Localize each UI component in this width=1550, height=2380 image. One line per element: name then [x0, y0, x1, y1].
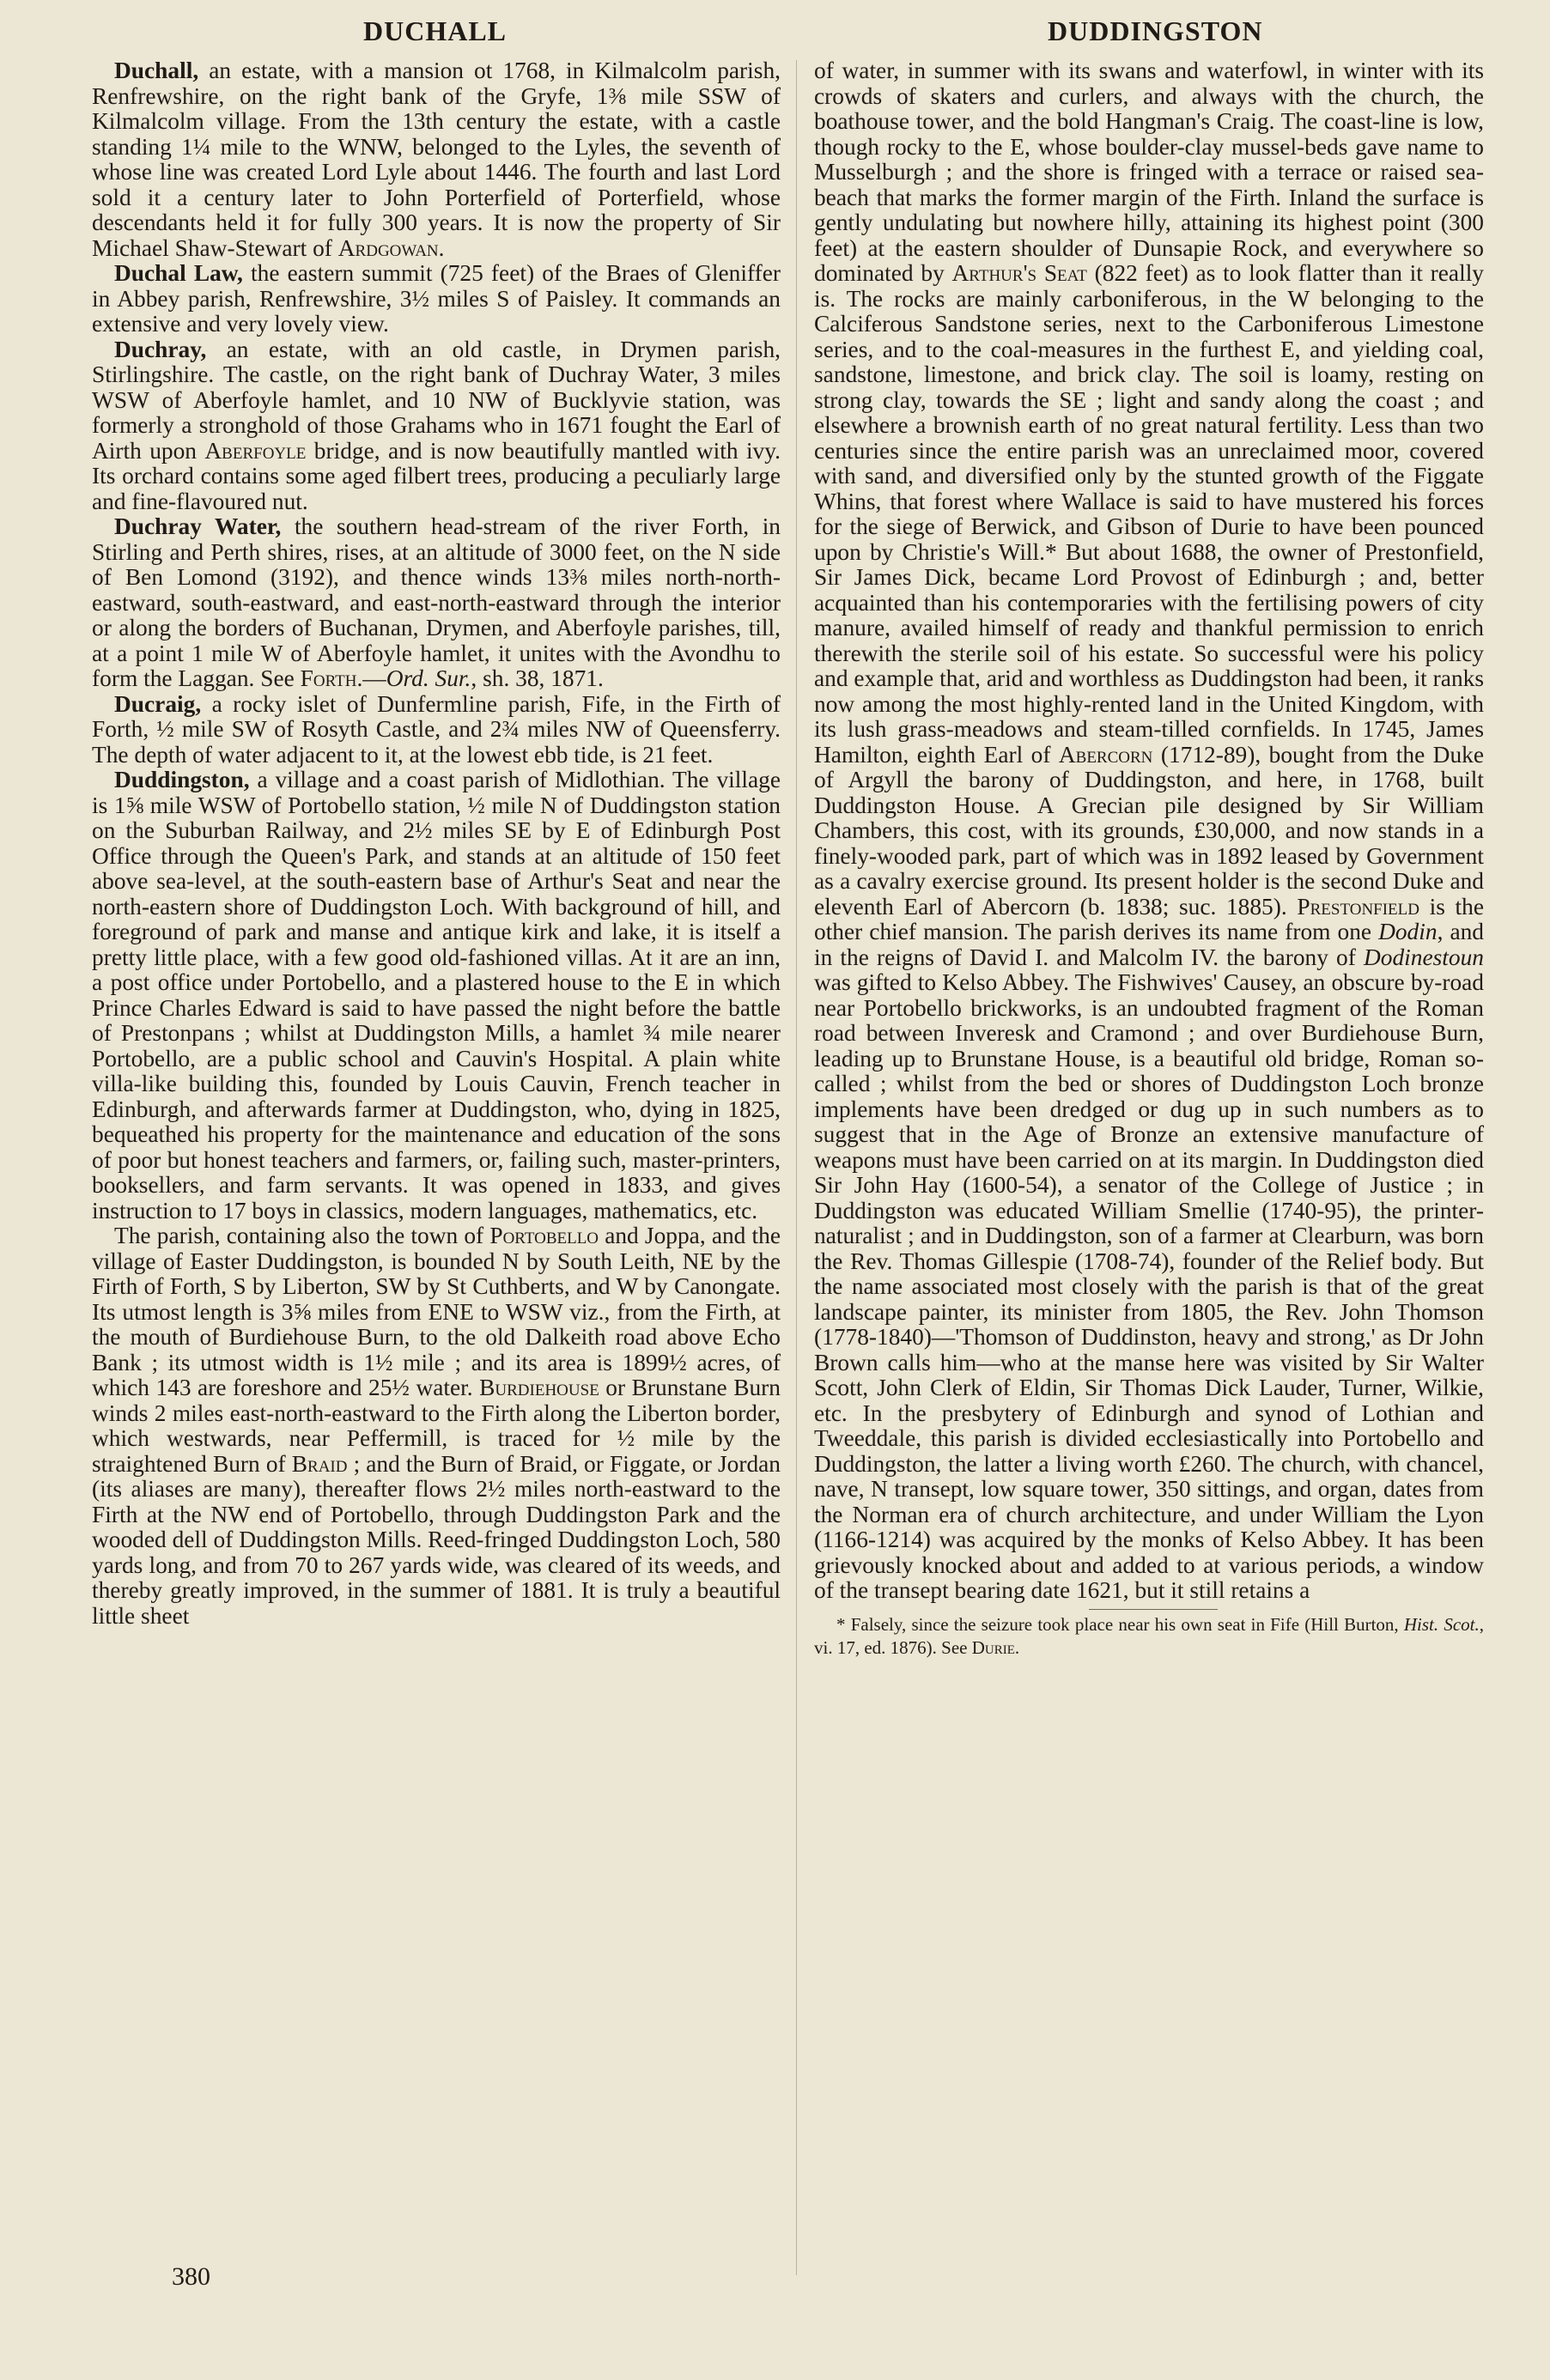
entry-text: an estate, with an old castle, in Drymen parish, Stirlingshire. The castle, on the right bank of Duchray Water, 3 miles WSW of Aberfoyle hamlet, and 10 NW of Bucklyvie station, was formerly a stronghold of those Grahams who in 1671 fought the Earl of Airth upon [92, 336, 781, 464]
cross-reference: Burdiehouse [479, 1375, 599, 1400]
citation: Hist. Scot. [1403, 1613, 1480, 1635]
entry-text: the eastern summit (725 feet) of the Braes of Gleniffer in Abbey parish, Renfrewshire, 3½ miles S of Paisley. It commands an extensive and very lovely view. [92, 260, 781, 337]
footnote [814, 1613, 1484, 1660]
entry-text: an estate, with a mansion ot 1768, in Kilmalcolm parish, Renfrewshire, on the right bank of the Gryfe, 1⅜ mile SSW of Kilmalcolm village. From the 13th century the estate, with a castle standing 1¼ mile to the WNW, belonged to the Lyles, the seventh of whose line was created Lord Lyle about 1446. The fourth and last Lord sold it a century later to John Porterfield of Porterfield, whose descendants held it for fully 300 years. It is now the property of Sir Michael Shaw-Stewart of [92, 58, 781, 261]
right-column [814, 58, 1484, 1660]
entry-text: (822 feet) as to look flatter than it really is. The rocks are mainly carboniferous, in the W belonging to the Calciferous Sandstone series, next to the Carboniferous Limestone series, and to the coal-measures in the furthest E, and yielding coal, sandstone, limestone, and brick clay. The soil is loamy, resting on strong clay, towards the SE ; light and sandy along the coast ; and elsewhere a brownish earth of no great natural fertility. Less than two centuries since the entire parish was an unreclaimed moor, covered with sand, and diversified only by the stunted growth of the Figgate Whins, that forest where Wallace is said to have mustered his forces for the siege of Berwick, and Gibson of Durie to have been pounced upon by Christie's Will.* But about 1688, the owner of Prestonfield, Sir James Dick, became Lord Provost of Edinburgh ; and, better acquainted than his contemporaries with the fertilising powers of city manure, availed himself of ready and thankful permission to enrich therewith the sterile soil of his estate. So successful were his policy and example that, arid and worthless as Duddingston had been, it ranks now among the most highly-rented land in the United Kingdom, with its lush grass-meadows and steam-tilled cornfields. In 1745, James Hamilton, eighth Earl of [814, 260, 1484, 768]
headword: Duchray, [114, 336, 207, 362]
entry-duchal-law [92, 261, 781, 337]
footnote-rule [1089, 1609, 1218, 1610]
footnote-text: * Falsely, since the seizure took place near his own seat in Fife (Hill Burton, [836, 1613, 1404, 1635]
headword: Duddingston, [114, 767, 250, 792]
headword: Duchray Water, [114, 513, 282, 539]
paragraph-parish [92, 1223, 781, 1629]
footnote-text: . [1014, 1636, 1020, 1658]
footnote-text: , vi. 17, ed. 1876). See [814, 1613, 1484, 1658]
entry-ducraig [92, 692, 781, 768]
cross-reference: Prestonfield [1297, 893, 1419, 920]
entry-text: bridge, and is now beautifully mantled with ivy. Its orchard contains some aged filbert trees, producing a peculiarly large and fine-flavoured nut. [92, 437, 781, 514]
cross-reference: Durie [971, 1636, 1015, 1658]
citation: Ord. Sur. [386, 665, 471, 691]
entry-text: .— [356, 665, 386, 691]
entry-text: The parish, containing also the town of [114, 1223, 490, 1248]
entry-text: a rocky islet of Dunfermline parish, Fife, in the Firth of Forth, ½ mile SW of Rosyth Castle, and 2¾ miles NW of Queensferry. The depth of water adjacent to it, at the lowest ebb tide, is 21 feet. [92, 690, 781, 768]
entry-text: a village and a coast parish of Midlothian. The village is 1⅝ mile WSW of Portobello station, ½ mile N of Duddingston station on the Suburban Railway, and 2½ miles SE by E of Edinburgh Post Office through the Queen's Park, and stands at an altitude of 150 feet above sea-level, at the south-eastern base of Arthur's Seat and near the north-eastern shore of Duddingston Loch. With background of hill, and foreground of park and manse and antique kirk and lake, it is itself a pretty little place, with a few good old-fashioned villas. At it are an inn, a post office under Portobello, and a plastered house to the E in which Prince Charles Edward is said to have passed the night before the battle of Prestonpans ; whilst at Duddingston Mills, a hamlet ¾ mile nearer Portobello, are a public school and Cauvin's Hospital. A plain white villa-like building this, founded by Louis Cauvin, French teacher in Edinburgh, and afterwards farmer at Duddingston, who, dying in 1825, bequeathed his property for the maintenance and education of the sons of poor but honest teachers and farmers, or, failing such, master-printers, booksellers, and farm servants. It was opened in 1833, and gives instruction to 17 boys in classics, modern languages, mathematics, etc. [92, 767, 781, 1223]
cross-reference: Portobello [489, 1223, 599, 1248]
entry-text: of water, in summer with its swans and waterfowl, in winter with its crowds of skaters and curlers, and always with the church, the boathouse tower, and the bold Hangman's Craig. The coast-line is low, though rocky to the E, whose boulder-clay mussel-beds gave name to Musselburgh ; and the shore is fringed with a terrace or raised sea-beach that marks the former margin of the Firth. Inland the surface is gently undulating but nowhere hilly, attaining its highest point (300 feet) at the eastern shoulder of Dunsapie Rock, and everywhere so dominated by [814, 58, 1484, 286]
italic-name: Dodinestoun [1364, 944, 1484, 970]
entry-text: ; and the Burn of Braid, or Figgate, or Jordan (its aliases are many), thereafter flows 2½ miles north-eastward to the Firth at the NW end of Portobello, through Duddingston Park and the wooded dell of Duddingston Mills. Reed-fringed Duddingston Loch, 580 yards long, and from 70 to 267 yards wide, was cleared of its weeds, and thereby greatly improved, in the summer of 1881. It is truly a beautiful little sheet [92, 1450, 781, 1629]
entry-text: . [438, 234, 445, 261]
entry-duchall [92, 58, 781, 261]
left-column [92, 58, 781, 1629]
cross-reference: Braid [291, 1450, 348, 1477]
paragraph-continued [814, 58, 1484, 1604]
cross-reference: Arthur's Seat [951, 260, 1087, 286]
headword: Ducraig, [114, 690, 202, 717]
entry-duddingston [92, 768, 781, 1223]
cross-reference: Forth [300, 665, 357, 691]
cross-reference: Ardgowan [337, 234, 439, 261]
entry-duchray-water [92, 514, 781, 692]
cross-reference: Aberfoyle [204, 437, 307, 464]
entry-text: is the other chief mansion. The parish derives its name from one [814, 893, 1484, 944]
entry-text: was gifted to Kelso Abbey. The Fishwives' Causey, an obscure by-road near Portobello brickworks, is an undoubted fragment of the Roman road between Inveresk and Cramond ; and over Burdiehouse Burn, leading up to Brunstane House, is a beautiful old bridge, Roman so-called ; whilst from the bed or shores of Duddingston Loch bronze implements have been dredged or dug up in such numbers as to suggest that in the Age of Bronze an extensive manufacture of weapons must have been carried on at its margin. In Duddingston died Sir John Hay (1600-54), a senator of the College of Justice ; in Duddingston was educated William Smellie (1740-95), the printer-naturalist ; and in Duddingston, son of a farmer at Clearburn, was born the Rev. Thomas Gillespie (1708-74), founder of the Relief body. But the name associated most closely with the parish is that of the great landscape painter, its minister from 1805, the Rev. John Thomson (1778-1840)—'Thomson of Duddinston, heavy and strong,' as Dr John Brown calls him—who at the manse here was visited by Sir Walter Scott, John Clerk of Eldin, Sir Thomas Dick Lauder, Turner, Wilkie, etc. In the presbytery of Edinburgh and synod of Lothian and Tweeddale, this parish is divided ecclesiastically into Portobello and Duddingston, the latter a living worth £260. The church, with chancel, nave, N transept, low square tower, 350 sittings, and organ, dates from the Norman era of church architecture, and under William the Lyon (1166-1214) was acquired by the monks of Kelso Abbey. It has been grievously knocked about and added to at various periods, a window of the transept bearing date 1621, but it still retains a [814, 969, 1484, 1603]
headword: Duchall, [114, 58, 199, 83]
column-divider [796, 60, 797, 2275]
entry-text: (1712-89), bought from the Duke of Argyll the barony of Duddingston, and here, in 1768, built Duddingston House. A Grecian pile designed by Sir William Chambers, this cost, with its grounds, £30,000, and now stands in a finely-wooded park, part of which was in 1892 leased by Government as a cavalry exercise ground. Its present holder is the second Duke and eleventh Earl of Abercorn (b. 1838; suc. 1885). [814, 741, 1484, 920]
entry-text: , sh. 38, 1871. [471, 665, 604, 691]
entry-text: and Joppa, and the village of Easter Duddingston, is bounded N by South Leith, NE by the Firth of Forth, S by Liberton, SW by St Cuthberts, and W by Canongate. Its utmost length is 3⅝ miles from ENE to WSW viz., from the Firth, at the mouth of Burdiehouse Burn, to the old Dalkeith road above Echo Bank ; its utmost width is 1½ mile ; and its area is 1899½ acres, of which 143 are foreshore and 25½ water. [92, 1223, 781, 1400]
entry-duchray [92, 337, 781, 515]
entry-text: , and in the reigns of David I. and Malcolm IV. the barony of [814, 919, 1484, 970]
running-head-right: DUDDINGSTON [1048, 15, 1263, 46]
running-head-left: DUCHALL [363, 15, 508, 46]
entry-text: or Brunstane Burn winds 2 miles east-north-eastward to the Firth along the Liberton border, which westwards, near Peffermill, is traced for ½ mile by the straightened Burn of [92, 1375, 781, 1477]
cross-reference: Abercorn [1058, 741, 1153, 768]
entry-text: the southern head-stream of the river Forth, in Stirling and Perth shires, rises, at an altitude of 3000 feet, on the N side of Ben Lomond (3192), and thence winds 13⅜ miles north-north-eastward, south-eastward, and east-north-eastward through the interior or along the borders of Buchanan, Drymen, and Aberfoyle parishes, till, at a point 1 mile W of Aberfoyle hamlet, it unites with the Avondhu to form the Laggan. See [92, 513, 781, 691]
italic-name: Dodin [1378, 919, 1438, 944]
headword: Duchal Law, [114, 260, 243, 286]
page-number: 380 [172, 2262, 210, 2291]
